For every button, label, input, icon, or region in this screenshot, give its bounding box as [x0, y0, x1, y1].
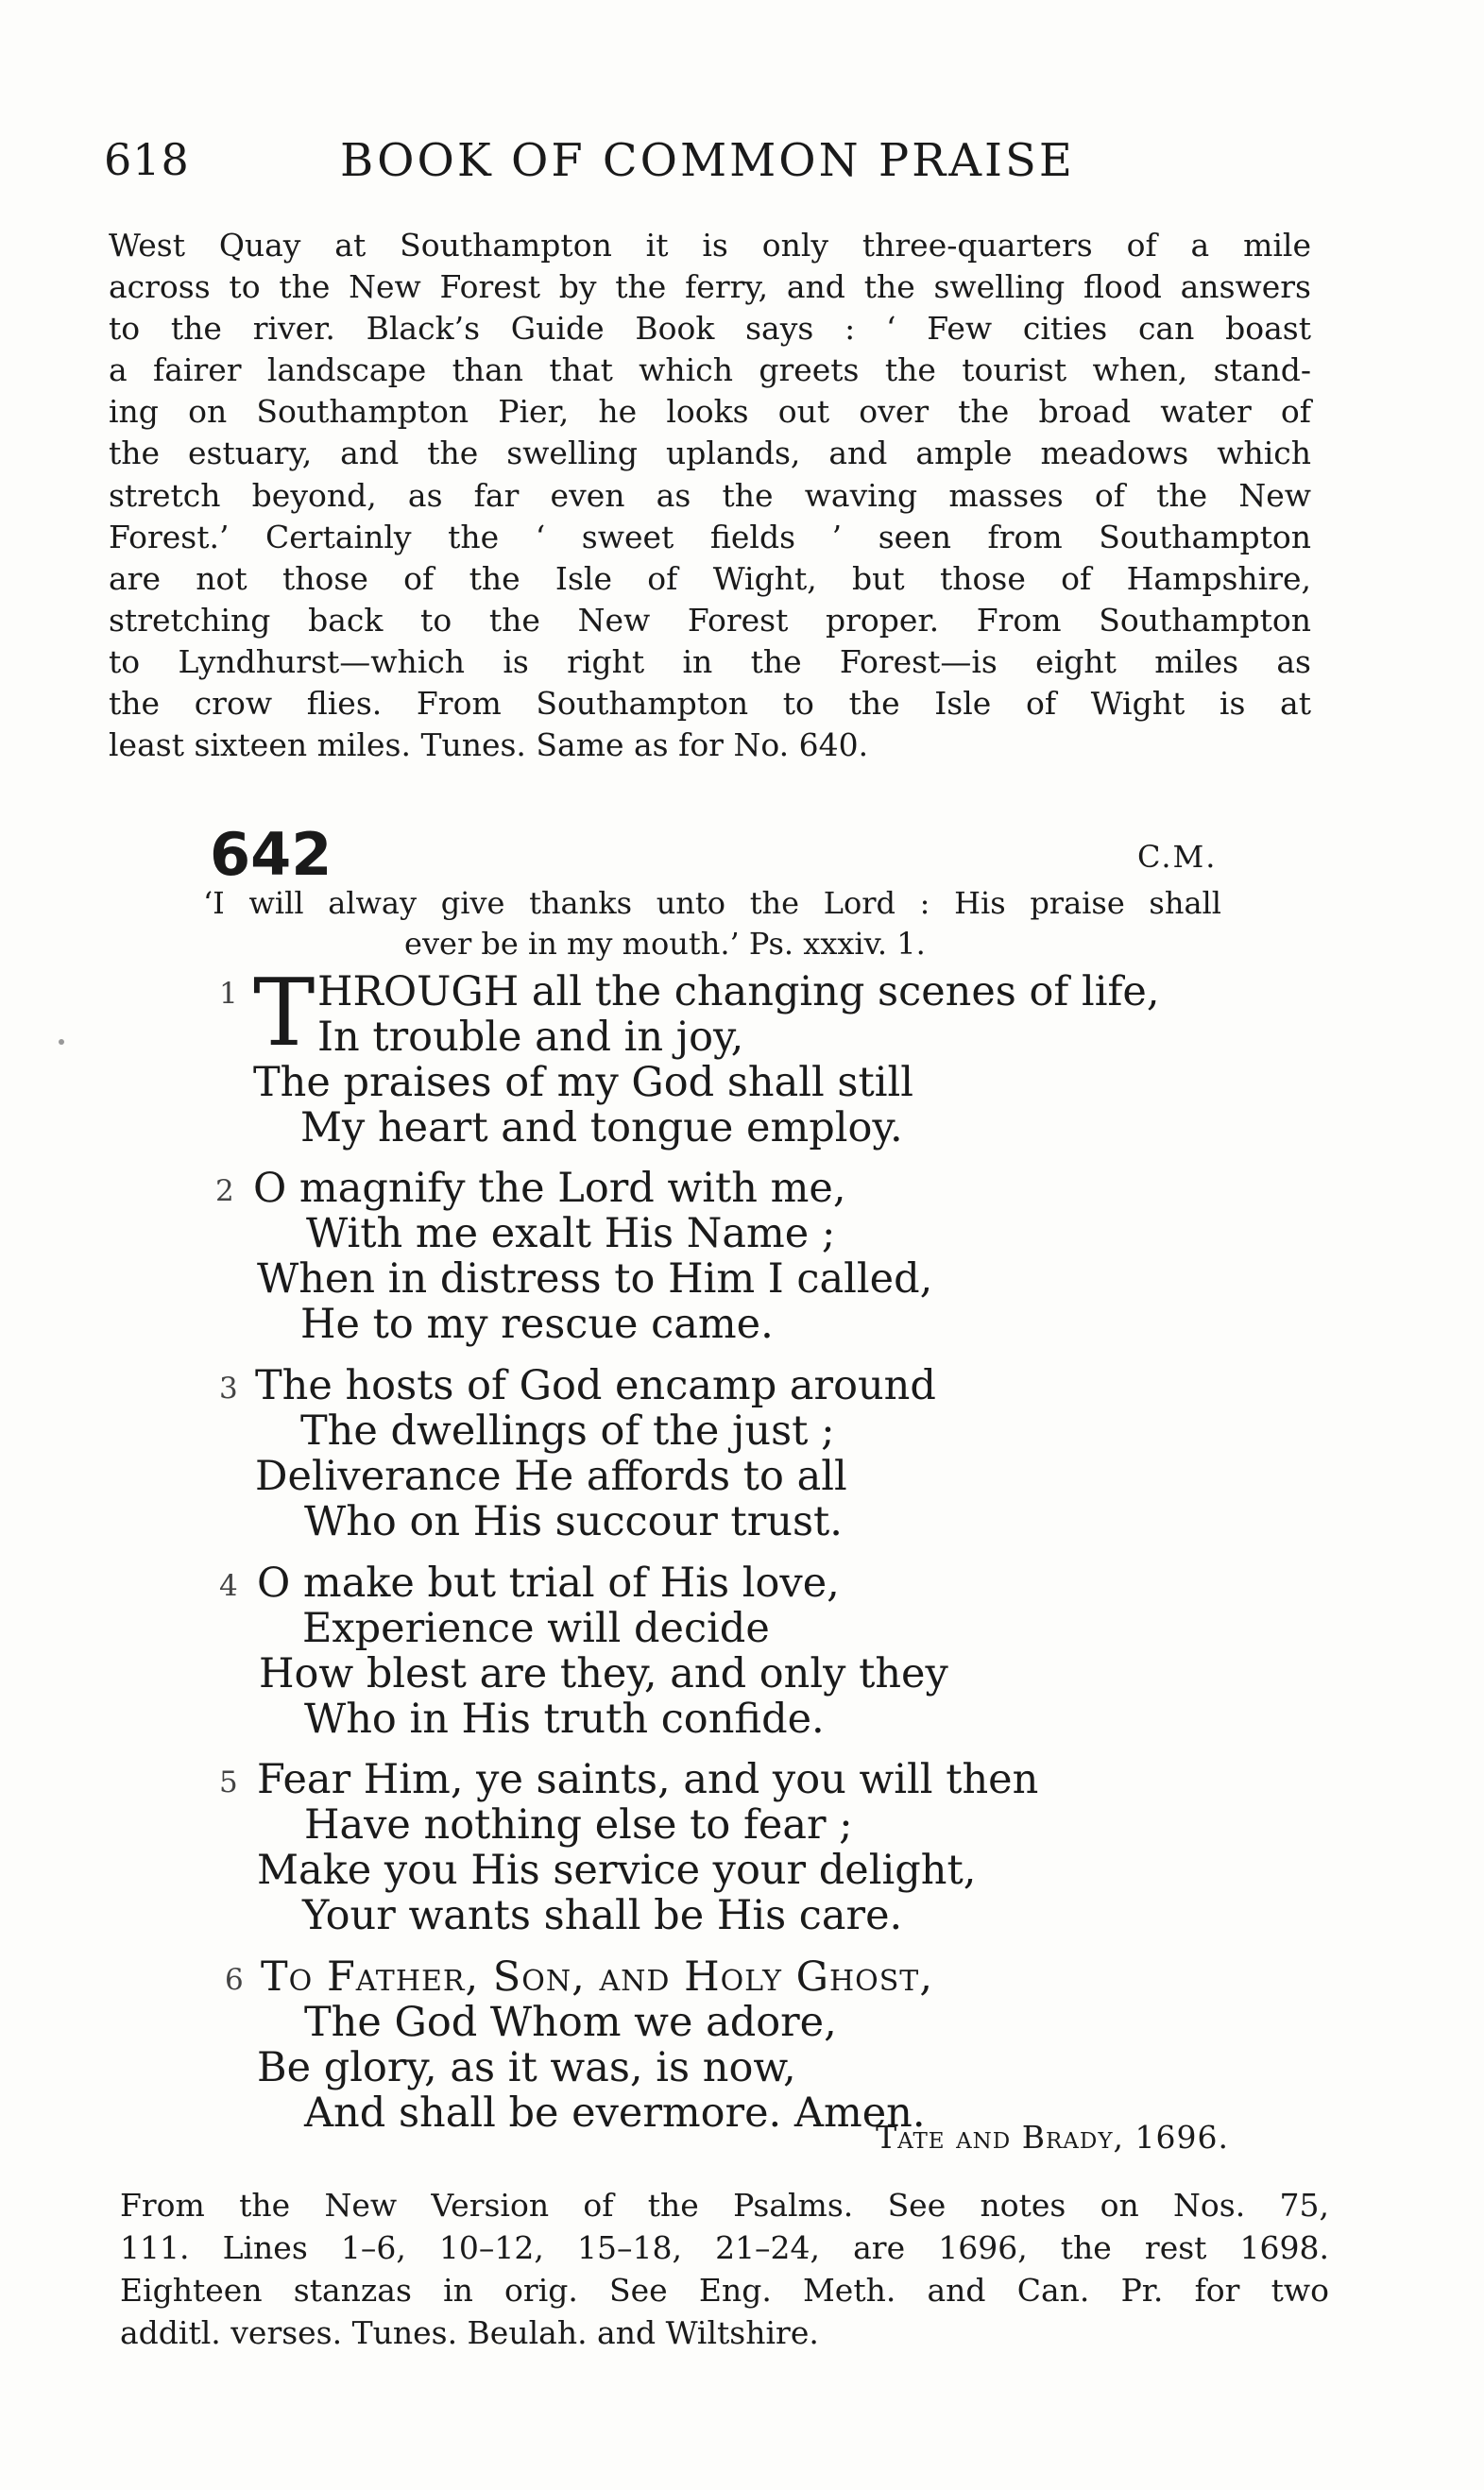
verse-line: HROUGH all the changing scenes of life, — [317, 968, 1160, 1015]
verse-number: 1 — [219, 977, 238, 1011]
prose-line: Forest.’ Certainly the ‘ sweet fields ’ seen from Southampton — [109, 518, 1311, 555]
prose-line: ing on Southampton Pier, he looks out over the broad water of — [109, 393, 1311, 431]
prose-line: across to the New Forest by the ferry, and the swelling flood answers — [109, 268, 1311, 306]
prose-line: West Quay at Southampton it is only three-quarters of a mile — [109, 227, 1311, 264]
verse-line: He to my rescue came. — [300, 1301, 774, 1348]
prose-line: least sixteen miles. Tunes. Same as for No. 640. — [109, 726, 869, 764]
hymn-attribution: Tate and Brady, 1696. — [876, 2119, 1229, 2156]
hymn-meter: C.M. — [1137, 839, 1218, 875]
verse-line: O magnify the Lord with me, — [253, 1165, 846, 1212]
epigraph-line: ever be in my mouth.’ Ps. xxxiv. 1. — [404, 926, 926, 962]
verse-line: My heart and tongue employ. — [300, 1104, 903, 1151]
verse-line: O make but trial of His love, — [257, 1560, 840, 1607]
verse-line: How blest are they, and only they — [259, 1650, 948, 1697]
verse-number: 5 — [219, 1765, 238, 1799]
verse-line: Your wants shall be His care. — [302, 1892, 903, 1939]
notes-line: 111. Lines 1–6, 10–12, 15–18, 21–24, are 1696, the rest 1698. — [120, 2229, 1329, 2266]
verse-line: Who in His truth confide. — [304, 1696, 825, 1743]
verse-number: 2 — [215, 1174, 234, 1208]
hymn-notes — [120, 2184, 1329, 2354]
verse-line: Have nothing else to fear ; — [304, 1801, 853, 1849]
verse-line: The dwellings of the just ; — [300, 1407, 835, 1455]
notes-line: additl. verses. Tunes. Beulah. and Wiltshire. — [120, 2314, 819, 2351]
notes-line: From the New Version of the Psalms. See notes on Nos. 75, — [120, 2187, 1329, 2224]
drop-cap: T — [253, 960, 316, 1067]
prose-line: a fairer landscape than that which greets the tourist when, stand- — [109, 351, 1311, 389]
epigraph-line: ‘I will alway give thanks unto the Lord : His praise shall — [203, 885, 1221, 921]
verse-line: The hosts of God encamp around — [255, 1362, 936, 1409]
running-head: BOOK OF COMMON PRAISE — [340, 134, 1075, 187]
page-number: 618 — [104, 134, 190, 185]
verse-line: Make you His service your delight, — [257, 1847, 977, 1894]
verse-number: 3 — [219, 1372, 238, 1406]
margin-mark — [59, 1039, 64, 1045]
verse-line: With me exalt His Name ; — [306, 1210, 836, 1257]
notes-line: Eighteen stanzas in orig. See Eng. Meth. and Can. Pr. for two — [120, 2272, 1329, 2309]
hymn-number: 642 — [210, 820, 333, 889]
verse-line: When in distress to Him I called, — [257, 1255, 933, 1303]
prose-line: to the river. Black’s Guide Book says : ‘ Few cities can boast — [109, 310, 1311, 348]
prose-line: the estuary, and the swelling uplands, and ample meadows which — [109, 435, 1311, 472]
prose-line: the crow flies. From Southampton to the Isle of Wight is at — [109, 685, 1311, 723]
prose-line: stretch beyond, as far even as the waving masses of the New — [109, 476, 1311, 514]
verse-line: In trouble and in joy, — [317, 1014, 744, 1061]
prose-line: stretching back to the New Forest proper. From Southampton — [109, 601, 1311, 639]
verse-line: Fear Him, ye saints, and you will then — [257, 1756, 1039, 1803]
verse-line: To Father, Son, and Holy Ghost, — [261, 1953, 933, 2001]
prose-line: are not those of the Isle of Wight, but those of Hampshire, — [109, 559, 1311, 597]
prose-line: to Lyndhurst—which is right in the Forest—is eight miles as — [109, 642, 1311, 680]
verse-line: Deliverance He affords to all — [255, 1453, 847, 1500]
verse-line: Who on His succour trust. — [304, 1498, 843, 1545]
verse-line: And shall be evermore. Amen. — [304, 2089, 926, 2137]
verse-line: Experience will decide — [302, 1605, 770, 1652]
page-header — [104, 134, 1322, 195]
verse-line: The praises of my God shall still — [253, 1059, 914, 1106]
verse-number: 4 — [219, 1569, 238, 1603]
preceding-notes — [109, 225, 1311, 766]
verse-line: The God Whom we adore, — [304, 1999, 837, 2046]
verse-number: 6 — [225, 1963, 244, 1997]
verse-line: Be glory, as it was, is now, — [257, 2044, 796, 2091]
